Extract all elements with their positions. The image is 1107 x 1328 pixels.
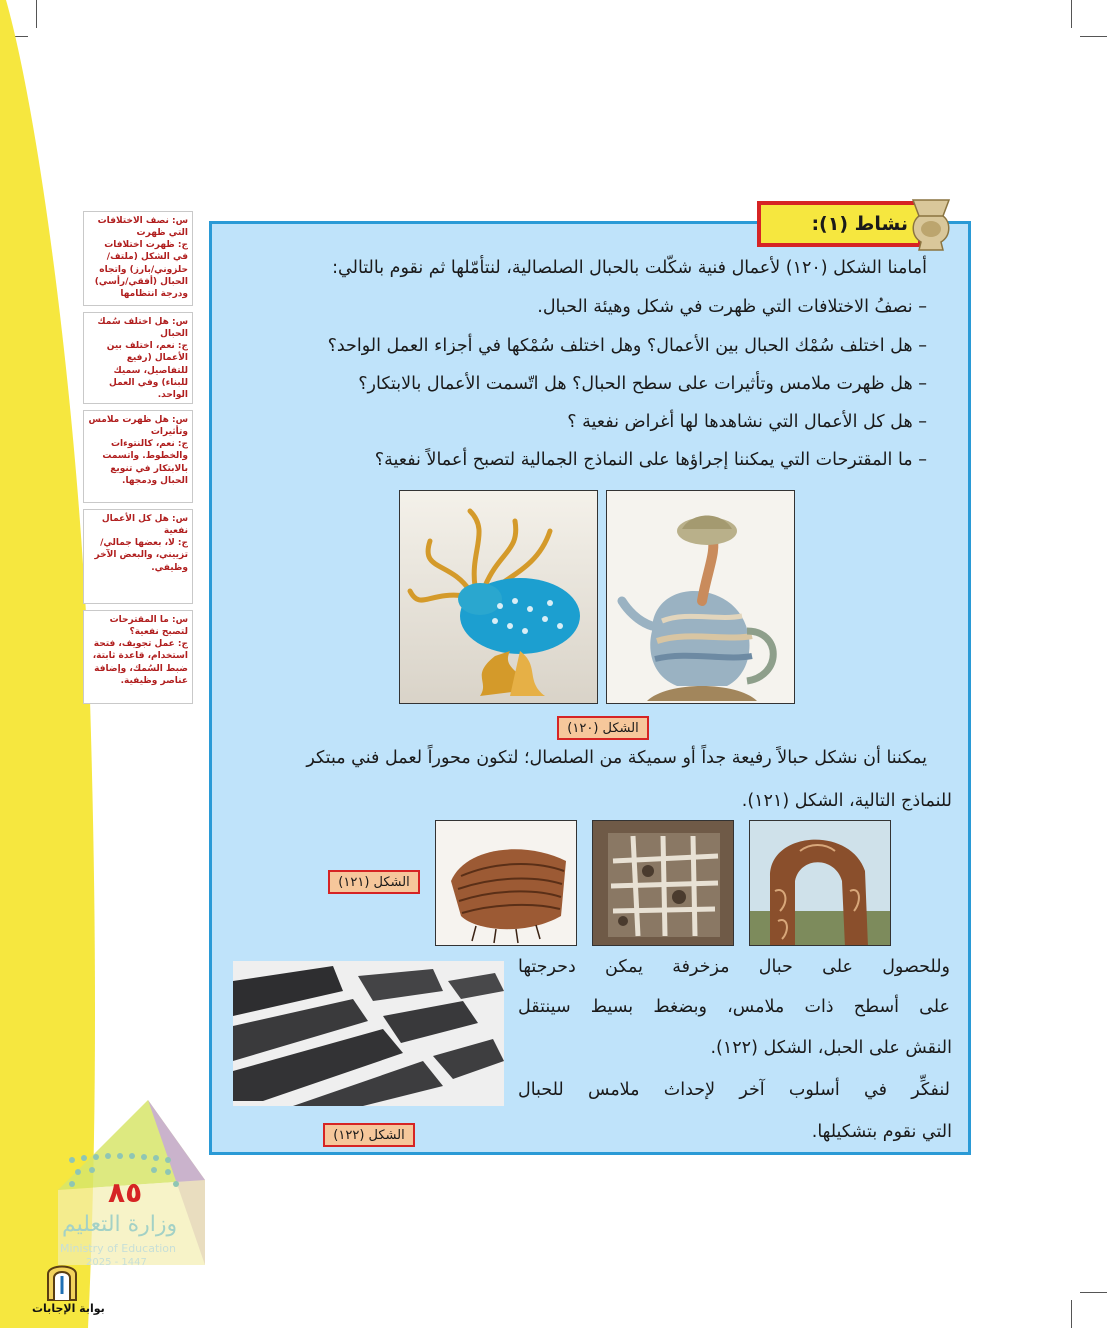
photo-clay-arch-sculpture (749, 820, 891, 946)
question-item: – هل كل الأعمال التي نشاهدها لها أغراض نفعية ؟ (567, 412, 927, 432)
question-item: – نصفُ الاختلافات التي ظهرت في شكل وهيئة الحبال. (537, 297, 927, 317)
sidebar-question: س: ما المقترحات لتصبح نفعية؟ (109, 615, 188, 638)
ministry-name-en: Ministry of Education (60, 1242, 177, 1255)
activity-title (757, 201, 922, 247)
sidebar-answer-1 (83, 211, 193, 306)
paragraph-line: النقش على الحبل، الشكل (١٢٢). (710, 1038, 952, 1058)
paragraph-line: التي نقوم بتشكيلها. (811, 1122, 952, 1142)
sidebar-answer-5 (83, 610, 193, 704)
photo-textured-clay-ropes (233, 961, 504, 1106)
paragraph-line: يمكننا أن نشكل حبالاً رفيعة جداً أو سميكة من الصلصال؛ لتكون محوراً لعمل فني مبتكر (306, 748, 927, 768)
figure-label-121 (328, 870, 420, 894)
site-logo-icon (44, 1258, 80, 1302)
paragraph-line: لنفكِّر في أسلوب آخر لإحداث ملامس للحبال (518, 1080, 950, 1100)
activity-title-text: نشاط (١): (811, 213, 908, 235)
photo-clay-teapot (606, 490, 795, 704)
figure-label-120 (557, 716, 649, 740)
figure-label-text: الشكل (١٢٢) (333, 1127, 405, 1143)
figure-label-122 (323, 1123, 415, 1147)
sidebar-answer-2 (83, 312, 193, 404)
sidebar-question: س: هل اختلف سُمك الحبال (97, 317, 188, 340)
sidebar-question: س: نصف الاختلافات التي ظهرت (97, 216, 188, 239)
paragraph-line: وللحصول على حبال مزخرفة يمكن دحرجتها (518, 957, 950, 977)
paragraph-line: للنماذج التالية، الشكل (١٢١). (741, 791, 952, 811)
photo-blue-clay-bird (399, 490, 598, 704)
activity-intro: أمامنا الشكل (١٢٠) لأعمال فنية شكّلت بالحبال الصلصالية، لنتأمّلها ثم نقوم بالتالي: (332, 258, 927, 278)
paragraph-line: على أسطح ذات ملامس، وبضغط بسيط سينتقل (518, 997, 950, 1017)
sidebar-answer-3 (83, 410, 193, 503)
sidebar-question: س: هل كل الأعمال نفعية (101, 514, 188, 537)
sidebar-answer: ج: عمل تجويف، فتحة استخدام، قاعدة ثابتة، ضبط السُمك، وإضافة عناصر وظيفية. (92, 639, 188, 686)
sidebar-answer: ج: ظهرت اختلافات في الشكل (ملتف/حلزوني/بارز) واتجاه الحبال (أفقي/رأسي) ودرجة انتظامها (94, 240, 188, 299)
figure-label-text: الشكل (١٢١) (338, 874, 410, 890)
ministry-year: 2025 - 1447 (86, 1257, 147, 1268)
question-item: – ما المقترحات التي يمكننا إجراؤها على النماذج الجمالية لتصبح أعمالاً نفعية؟ (375, 450, 927, 470)
sidebar-answer: ج: نعم، اختلف بين الأعمال (رفيع للتفاصيل، سميك للبناء) وفي العمل الواحد. (106, 341, 188, 400)
page-number: ٨٥ (108, 1176, 143, 1209)
question-item: – هل ظهرت ملامس وتأثيرات على سطح الحبال؟ هل اتّسمت الأعمال بالابتكار؟ (358, 374, 927, 394)
question-item: – هل اختلف سُمْك الحبال بين الأعمال؟ وهل اختلف سُمْكها في أجزاء العمل الواحد؟ (328, 336, 927, 356)
photo-clay-rope-vessel (435, 820, 577, 946)
sidebar-answer: ج: نعم، كالنتوءات والخطوط. واتسمت بالابتكار في تنويع الحبال ودمجها. (102, 439, 188, 486)
ministry-name-ar: وزارة التعليم (62, 1212, 178, 1237)
sidebar-question: س: هل ظهرت ملامس وتأثيرات (88, 415, 188, 438)
site-name: بوابة الإجابات (32, 1302, 105, 1315)
vase-icon (907, 196, 955, 254)
sidebar-answer-4 (83, 509, 193, 604)
photo-clay-grid-relief (592, 820, 734, 946)
sidebar-answer: ج: لا، بعضها جمالي/ تزييني، والبعض الآخر وظيفي. (94, 538, 188, 573)
figure-label-text: الشكل (١٢٠) (567, 720, 639, 736)
